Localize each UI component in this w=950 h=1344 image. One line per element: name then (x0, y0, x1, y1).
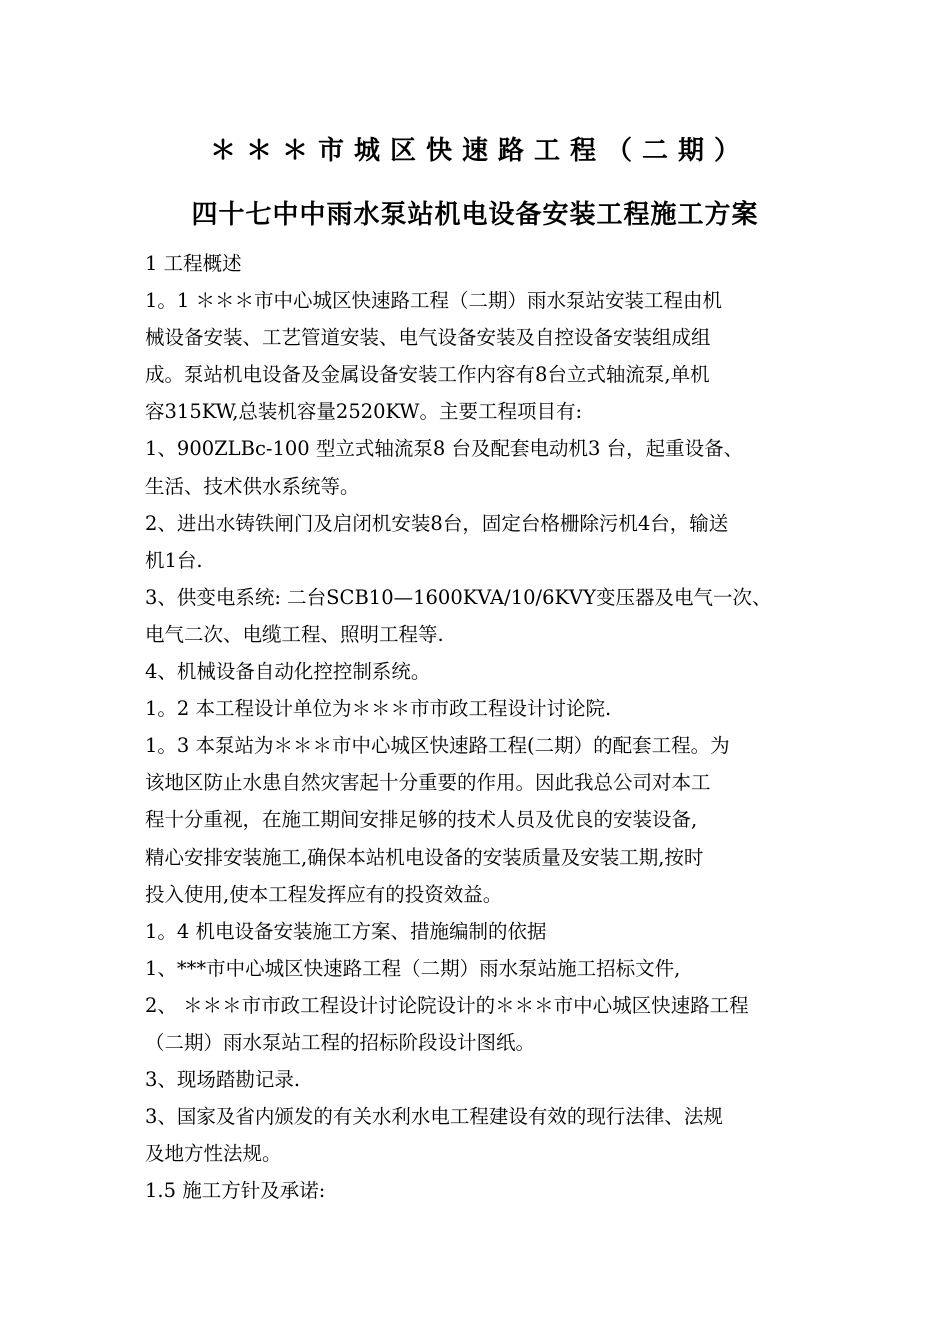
paragraph-line: 1。2 本工程设计单位为＊＊＊市市政工程设计讨论院. (145, 697, 612, 721)
paragraph-line: 精心安排安装施工,确保本站机电设备的安装质量及安装工期,按时 (145, 845, 704, 869)
paragraph-line: （二期）雨水泵站工程的招标阶段设计图纸。 (145, 1030, 536, 1054)
paragraph-line: 3、现场踏勘记录. (145, 1068, 301, 1092)
paragraph-line: 机1台. (145, 548, 203, 572)
paragraph-line: 及地方性法规。 (145, 1142, 282, 1166)
paragraph-line: 电气二次、电缆工程、照明工程等. (145, 622, 444, 646)
paragraph-line: 1。1 ＊＊＊市中心城区快速路工程（二期）雨水泵站安装工程由机 (145, 289, 723, 313)
document-title-line-1: ＊＊＊市城区快速路工程（二期） (209, 136, 750, 166)
paragraph-line: 1。3 本泵站为＊＊＊市中心城区快速路工程(二期）的配套工程。为 (145, 734, 730, 758)
paragraph-line: 1、***市中心城区快速路工程（二期）雨水泵站施工招标文件, (145, 956, 681, 980)
document-body (145, 245, 815, 1209)
paragraph-line: 1.5 施工方针及承诺: (145, 1179, 326, 1203)
paragraph-line: 成。泵站机电设备及金属设备安装工作内容有8台立式轴流泵,单机 (145, 363, 710, 387)
paragraph-line: 4、机械设备自动化控控制系统。 (145, 660, 431, 684)
paragraph-line: 1。4 机电设备安装施工方案、措施编制的依据 (145, 919, 547, 943)
paragraph-line: 该地区防止水患自然灾害起十分重要的作用。因此我总公司对本工 (145, 771, 711, 795)
paragraph-line: 械设备安装、工艺管道安装、电气设备安装及自控设备安装组成组 (145, 326, 711, 350)
paragraph-line: 2、 ＊＊＊市市政工程设计讨论院设计的＊＊＊市中心城区快速路工程 (145, 993, 749, 1017)
document-title-line-2: 四十七中中雨水泵站机电设备安装工程施工方案 (191, 200, 759, 230)
paragraph-line: 投入使用,使本工程发挥应有的投资效益。 (145, 882, 503, 906)
paragraph-line: 2、进出水铸铁闸门及启闭机安装8台，固定台格栅除污机4台，输送 (145, 511, 729, 535)
paragraph-line: 1、900ZLBc-100 型立式轴流泵8 台及配套电动机3 台，起重设备、 (145, 437, 744, 461)
paragraph-line: 容315KW,总装机容量2520KW。主要工程项目有: (145, 400, 583, 424)
paragraph-line: 生活、技术供水系统等。 (145, 474, 360, 498)
section-heading: 1 工程概述 (145, 252, 242, 275)
paragraph-line: 程十分重视，在施工期间安排足够的技术人员及优良的安装设备, (145, 808, 698, 832)
paragraph-line: 3、供变电系统: 二台SCB10—1600KVA/10/6KVY变压器及电气一次、 (145, 585, 772, 609)
paragraph-line: 3、国家及省内颁发的有关水利水电工程建设有效的现行法律、法规 (145, 1105, 723, 1129)
